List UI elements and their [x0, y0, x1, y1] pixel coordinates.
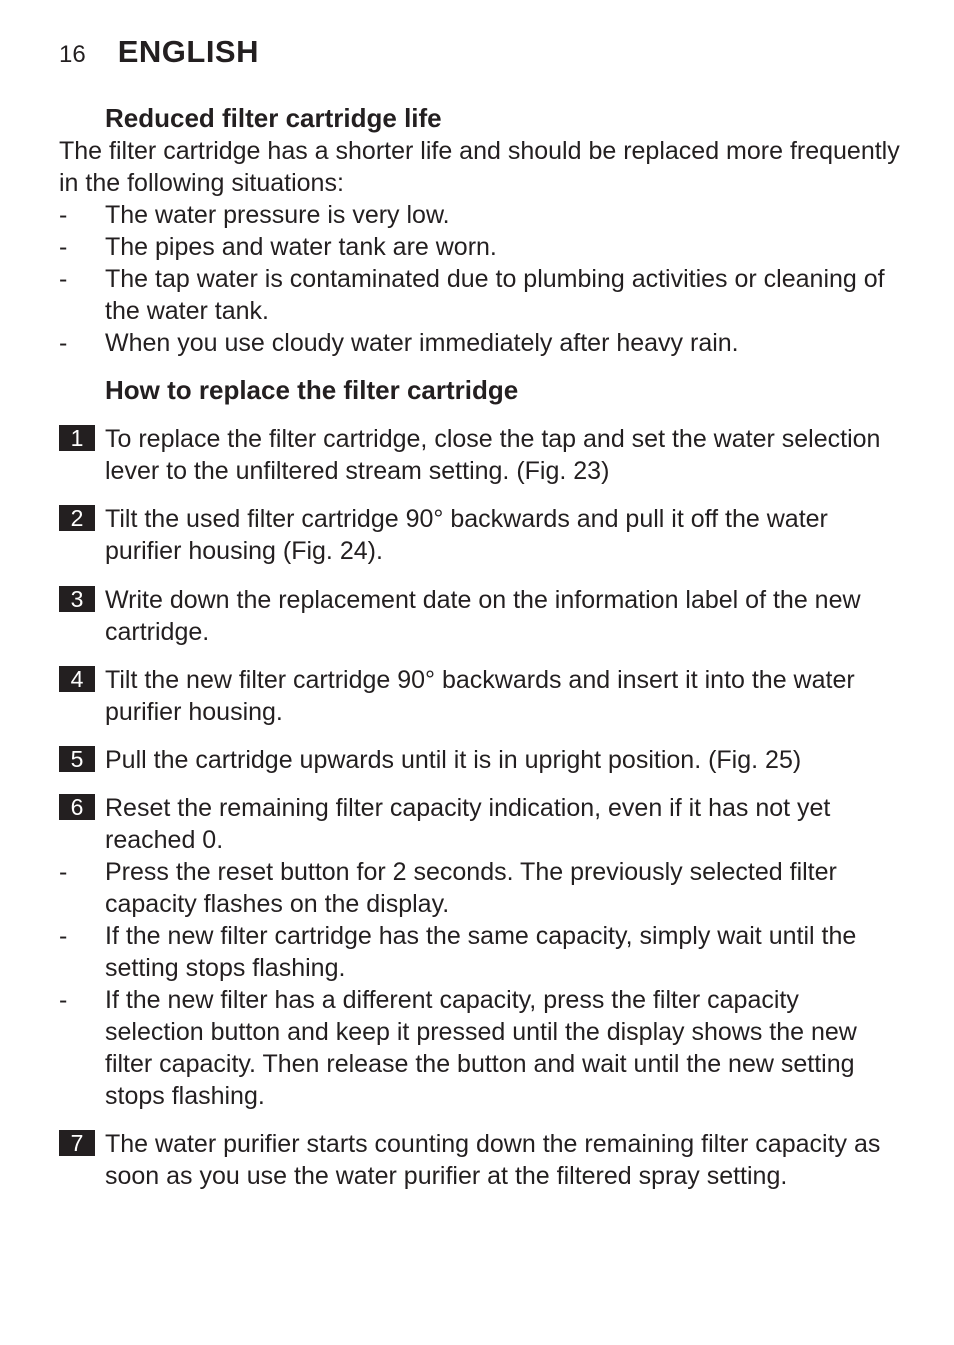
list-item [59, 327, 899, 359]
step-number-badge: 3 [59, 586, 95, 612]
page-language: ENGLISH [117, 34, 259, 69]
list-item [59, 231, 899, 263]
bullet-dash: - [59, 233, 68, 261]
list-item [59, 856, 899, 920]
bullet-dash: - [59, 986, 68, 1014]
list-item [59, 920, 899, 984]
step-text: The water purifier starts counting down the remaining filter capacity as soon as you use the water purifier at the filtered spray setting. [105, 1130, 881, 1190]
list-item-text: If the new filter has a different capacity, press the filter capacity selection button and keep it pressed until the display shows the new filter capacity. Then release the button and wait until the new setting stops flashing. [105, 986, 857, 1110]
list-item [59, 984, 899, 1112]
step-number-badge: 2 [59, 505, 95, 531]
step-text: To replace the filter cartridge, close the tap and set the water selection lever to the unfiltered stream setting. (Fig. 23) [105, 425, 881, 485]
step-2 [59, 503, 909, 567]
step-text: Tilt the used filter cartridge 90° backwards and pull it off the water purifier housing (Fig. 24). [105, 505, 828, 565]
list-item-text: The water pressure is very low. [105, 201, 450, 229]
bullet-dash: - [59, 858, 68, 886]
step-number-badge: 1 [59, 425, 95, 451]
list-item-text: If the new filter cartridge has the same capacity, simply wait until the setting stops flashing. [105, 922, 857, 982]
page-number: 16 [59, 41, 86, 68]
step-5 [59, 744, 909, 776]
list-item-text: When you use cloudy water immediately after heavy rain. [105, 329, 739, 357]
heading-reduced-filter-life: Reduced filter cartridge life [105, 103, 442, 133]
step-number-badge: 7 [59, 1130, 95, 1156]
bullet-dash: - [59, 265, 68, 293]
step-1 [59, 423, 909, 487]
step-7 [59, 1128, 909, 1192]
step-4 [59, 664, 909, 728]
list-item [59, 199, 899, 231]
step-6 [59, 792, 909, 856]
step-text: Write down the replacement date on the information label of the new cartridge. [105, 586, 861, 646]
step-3 [59, 584, 909, 648]
list-item-text: The tap water is contaminated due to plumbing activities or cleaning of the water tank. [105, 265, 885, 325]
step-number-badge: 6 [59, 794, 95, 820]
step-text: Pull the cartridge upwards until it is in upright position. (Fig. 25) [105, 746, 802, 774]
bullet-dash: - [59, 922, 68, 950]
intro-paragraph: The filter cartridge has a shorter life and should be replaced more frequently in the following situations: [59, 137, 900, 197]
bullet-dash: - [59, 329, 68, 357]
step-number-badge: 5 [59, 746, 95, 772]
bullet-dash: - [59, 201, 68, 229]
step-number-badge: 4 [59, 666, 95, 692]
step-text: Reset the remaining filter capacity indication, even if it has not yet reached 0. [105, 794, 831, 854]
list-item-text: The pipes and water tank are worn. [105, 233, 497, 261]
heading-replace-filter: How to replace the filter cartridge [105, 375, 519, 405]
list-item-text: Press the reset button for 2 seconds. The previously selected filter capacity flashes on the display. [105, 858, 837, 918]
step-text: Tilt the new filter cartridge 90° backwards and insert it into the water purifier housing. [105, 666, 855, 726]
list-item [59, 263, 899, 327]
page-header [59, 34, 259, 70]
